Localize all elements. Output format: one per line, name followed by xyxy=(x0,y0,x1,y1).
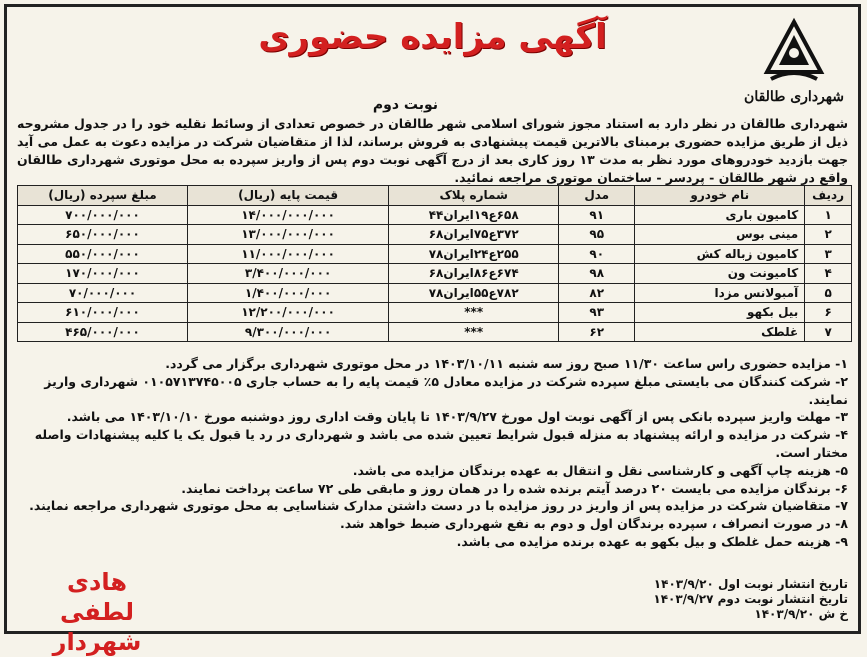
vehicle-model: ۹۱ xyxy=(559,205,635,225)
term-item: ۸- در صورت انصراف ، سپرده برندگان اول و دوم به نفع شهرداری ضبط خواهد شد. xyxy=(339,516,848,532)
vehicle-plate: ۲۵۵ع۲۴ایران۷۸ xyxy=(389,244,559,264)
term-item: ۷- متقاضیان شرکت در مزایده پس از واریز در روز مزایده با در دست داشتن مدارک شناسایی به محل موتوری شهرداری مراجعه نمایند. xyxy=(29,498,848,514)
base-price: ۱۳/۰۰۰/۰۰۰/۰۰۰ xyxy=(187,225,388,245)
header-plate: شماره پلاک xyxy=(389,186,559,206)
vehicle-plate: *** xyxy=(389,303,559,323)
vehicle-model: ۶۲ xyxy=(559,322,635,342)
vehicle-model: ۹۰ xyxy=(559,244,635,264)
base-price: ۱۴/۰۰۰/۰۰۰/۰۰۰ xyxy=(187,205,388,225)
terms-list xyxy=(17,355,848,551)
header-index: ردیف xyxy=(805,186,852,206)
vehicle-name: کامیون زباله کش xyxy=(635,244,805,264)
term-item: ۹- هزینه حمل غلطک و بیل بکهو به عهده برنده مزایده می باشد. xyxy=(456,533,848,549)
vehicle-name: آمبولانس مزدا xyxy=(635,283,805,303)
row-index: ۷ xyxy=(805,322,852,342)
row-index: ۱ xyxy=(805,205,852,225)
first-publication-date: تاریخ انتشار نوبت اول ۱۴۰۳/۹/۲۰ xyxy=(653,577,848,591)
deposit-amount: ۶۱۰/۰۰۰/۰۰۰ xyxy=(18,303,188,323)
vehicle-plate: *** xyxy=(389,322,559,342)
vehicle-model: ۸۲ xyxy=(559,283,635,303)
vehicle-name: بیل بکهو xyxy=(635,303,805,323)
header-name: نام خودرو xyxy=(635,186,805,206)
signer-block xyxy=(37,567,157,657)
second-publication-date: تاریخ انتشار نوبت دوم ۱۴۰۳/۹/۲۷ xyxy=(653,592,848,606)
notice-frame xyxy=(4,4,861,656)
table-row xyxy=(18,283,852,303)
row-index: ۴ xyxy=(805,264,852,284)
table-row xyxy=(18,244,852,264)
term-item: ۶- برندگان مزایده می بایست ۲۰ درصد آیتم برنده شده را در همان روز و مابقی طی ۷۲ ساعت پرداخت نمایند. xyxy=(181,480,848,496)
vehicle-plate: ۷۸۲ع۵۵ایران۷۸ xyxy=(389,283,559,303)
vehicle-name: غلطک xyxy=(635,322,805,342)
round-label: نوبت دوم xyxy=(372,97,438,113)
vehicle-name: کامیونت ون xyxy=(635,264,805,284)
deposit-amount: ۷۰/۰۰۰/۰۰۰ xyxy=(18,283,188,303)
base-price: ۹/۳۰۰/۰۰۰/۰۰۰ xyxy=(187,322,388,342)
vehicle-model: ۹۵ xyxy=(559,225,635,245)
term-item: ۱- مزایده حضوری راس ساعت ۱۱/۳۰ صبح روز سه شنبه ۱۴۰۳/۱۰/۱۱ در محل موتوری شهرداری برگزار می گردد. xyxy=(165,356,848,371)
vehicles-table xyxy=(17,185,852,342)
table-row xyxy=(18,205,852,225)
row-index: ۶ xyxy=(805,303,852,323)
base-price: ۱۲/۲۰۰/۰۰۰/۰۰۰ xyxy=(187,303,388,323)
deposit-amount: ۵۵۰/۰۰۰/۰۰۰ xyxy=(18,244,188,264)
base-price: ۱/۴۰۰/۰۰۰/۰۰۰ xyxy=(187,283,388,303)
vehicle-plate: ۳۷۲ع۷۵ایران۶۸ xyxy=(389,225,559,245)
row-index: ۲ xyxy=(805,225,852,245)
table-row xyxy=(18,303,852,323)
vehicle-model: ۹۳ xyxy=(559,303,635,323)
table-row xyxy=(18,264,852,284)
term-item: ۳- مهلت واریز سپرده بانکی پس از آگهی نوبت اول مورخ ۱۴۰۳/۹/۲۷ تا پایان وقت اداری روز دوشنبه مورخ ۱۴۰۳/۱۰/۱۰ می باشد. xyxy=(66,409,848,425)
vehicle-name: مینی بوس xyxy=(635,225,805,245)
intro-paragraph: شهرداری طالقان در نظر دارد به استناد مجوز شورای اسلامی شهر طالقان در خصوص تعدادی از وسائط نقلیه خود را در جدول مشروحه ذیل از طریق مزایده حضوری برمبنای بالاترین قیمت پیشنهادی به فروش برساند، لذا از متقاضیان شرکت در مزایده دعوت به عمل می آید جهت بازدید خودروهای مورد نظر به مدت ۱۳ روز کاری بعد از درج آگهی نوبت دوم پس از واریز سپرده به محل موتوری شهرداری طالقان واقع در شهر طالقان - پردسر - ساختمان موتوری مراجعه نمائید. xyxy=(17,116,848,185)
publication-dates xyxy=(653,577,848,622)
signer-role: شهردار xyxy=(52,628,142,656)
row-index: ۵ xyxy=(805,283,852,303)
base-price: ۱۱/۰۰۰/۰۰۰/۰۰۰ xyxy=(187,244,388,264)
deposit-amount: ۷۰۰/۰۰۰/۰۰۰ xyxy=(18,205,188,225)
vehicle-model: ۹۸ xyxy=(559,264,635,284)
vehicle-plate: ۶۷۴ع۸۶ایران۶۸ xyxy=(389,264,559,284)
deposit-amount: ۴۶۵/۰۰۰/۰۰۰ xyxy=(18,322,188,342)
term-item: ۵- هزینه چاپ آگهی و کارشناسی نقل و انتقال به عهده برندگان مزایده می باشد. xyxy=(352,462,848,478)
deposit-amount: ۱۷۰/۰۰۰/۰۰۰ xyxy=(18,264,188,284)
term-item: ۴- شرکت در مزایده و ارائه پیشنهاد به منزله قبول شرایط تعیین شده می باشد و شهرداری در رد یا قبول یک یا کلیه پیشنهادات واصله مختار است. xyxy=(34,427,848,460)
vehicle-name: کامیون باری xyxy=(635,205,805,225)
table-row xyxy=(18,322,852,342)
term-item: ۲- شرکت کنندگان می بایستی مبلغ سپرده شرکت در مزایده معادل ۵٪ قیمت پایه را به حساب جاری ۰۱۰۵۷۱۳۷۴۵۰۰۵ شهرداری واریز نمایند. xyxy=(44,373,848,407)
base-price: ۳/۴۰۰/۰۰۰/۰۰۰ xyxy=(187,264,388,284)
table-row xyxy=(18,225,852,245)
row-index: ۳ xyxy=(805,244,852,264)
header-price: قیمت پایه (ریال) xyxy=(187,186,388,206)
vehicle-plate: ۶۵۸ع۱۹ایران۴۴ xyxy=(389,205,559,225)
header-model: مدل xyxy=(559,186,635,206)
signer-name: هادی لطفی xyxy=(60,568,134,626)
logo-text: شهرداری طالقان xyxy=(744,89,844,105)
notice-code: خ ش ۱۴۰۳/۹/۲۰ xyxy=(754,607,848,621)
header-deposit: مبلغ سپرده (ریال) xyxy=(18,186,188,206)
deposit-amount: ۶۵۰/۰۰۰/۰۰۰ xyxy=(18,225,188,245)
notice-title: آگهی مزایده حضوری xyxy=(258,17,607,57)
table-header-row xyxy=(18,186,852,206)
